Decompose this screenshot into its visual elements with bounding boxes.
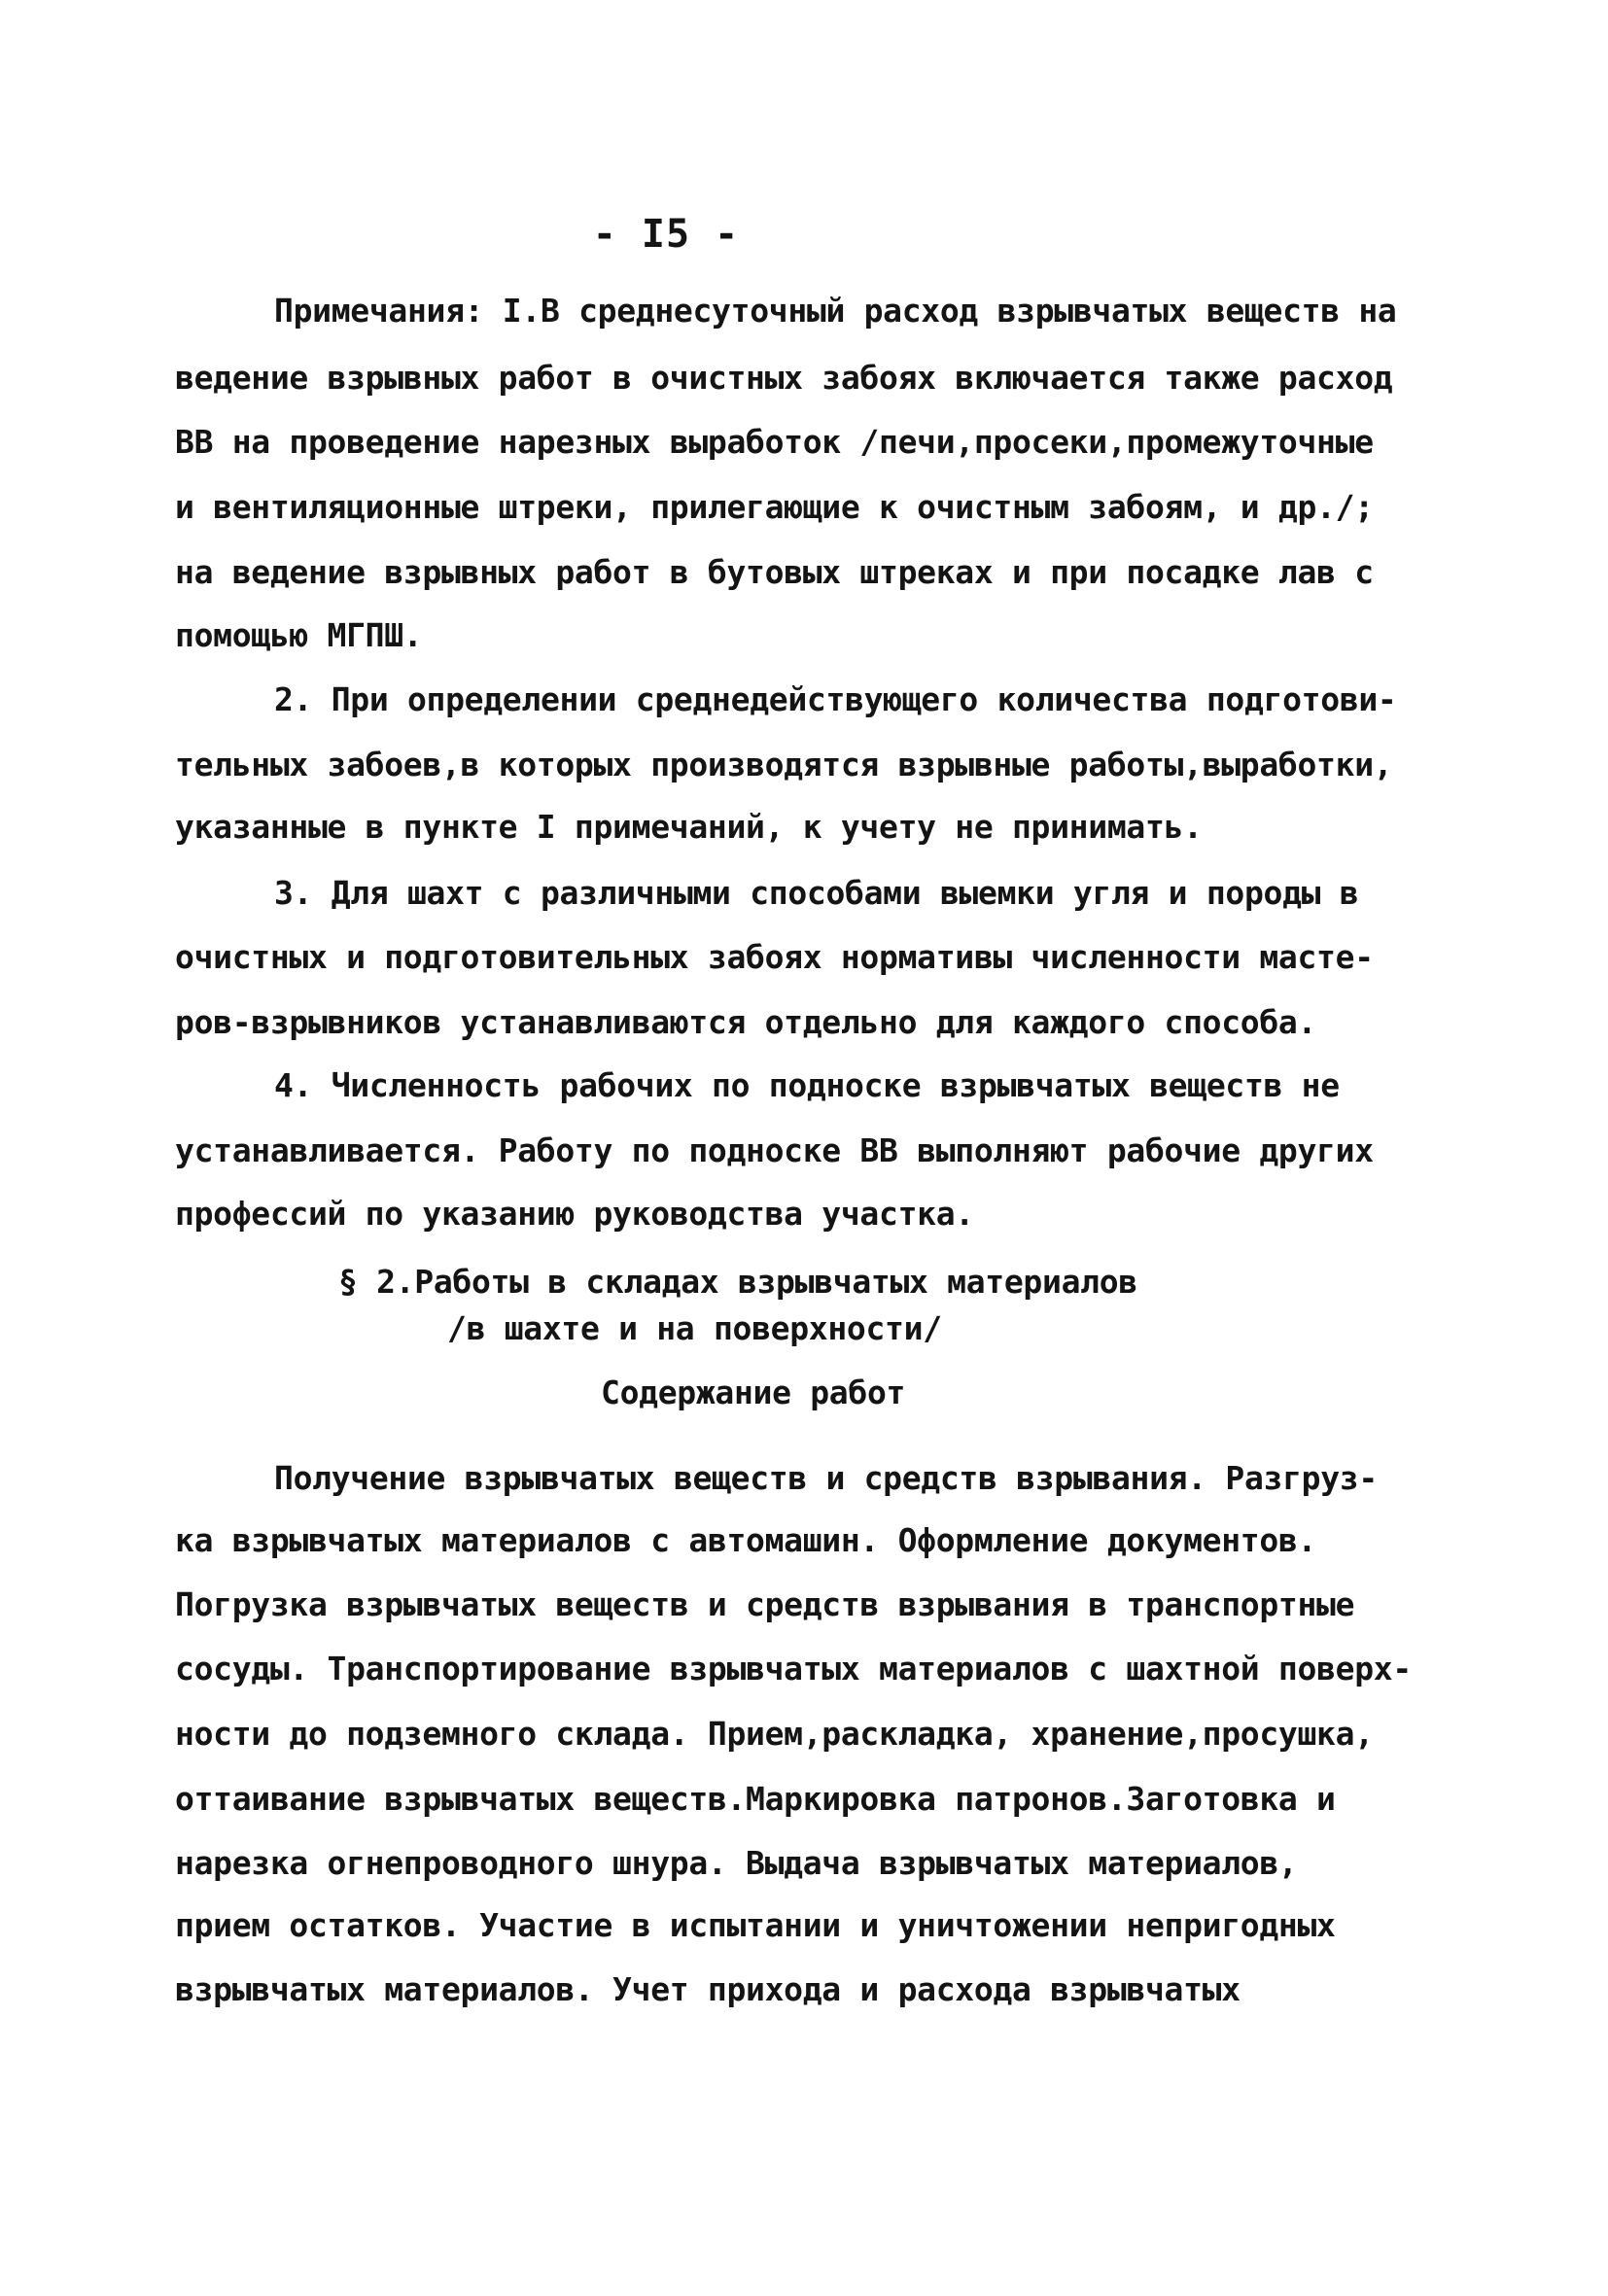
body-line: ка взрывчатых материалов с автомашин. Оформление документов. — [175, 1521, 1317, 1559]
note-line: и вентиляционные штреки, прилегающие к очистным забоям, и др./; — [175, 488, 1374, 526]
note-line: Примечания: I.В среднесуточный расход взрывчатых веществ на — [274, 292, 1397, 330]
note-line: указанные в пункте I примечаний, к учету не принимать. — [175, 808, 1203, 846]
note-line: 3. Для шахт с различными способами выемки угля и породы в — [274, 874, 1359, 912]
note-line: ров-взрывников устанавливаются отдельно для каждого способа. — [175, 1003, 1317, 1041]
body-line: прием остатков. Участие в испытании и уничтожении непригодных — [175, 1906, 1336, 1944]
body-line: сосуды. Транспортирование взрывчатых материалов с шахтной поверх- — [175, 1650, 1412, 1687]
note-line: 2. При определении среднедействующего количества подготови- — [274, 680, 1397, 718]
body-line: Получение взрывчатых веществ и средств взрывания. Разгруз- — [274, 1459, 1378, 1497]
body-line: ности до подземного склада. Прием,раскладка, хранение,просушка, — [175, 1715, 1374, 1753]
section-subtitle: Содержание работ — [601, 1374, 906, 1411]
note-line: очистных и подготовительных забоях нормативы численности масте- — [175, 938, 1374, 976]
note-line: тельных забоев,в которых производятся взрывные работы,выработки, — [175, 746, 1393, 783]
body-line: нарезка огнепроводного шнура. Выдача взрывчатых материалов, — [175, 1844, 1298, 1882]
note-line: ведение взрывных работ в очистных забоях включается также расход — [175, 359, 1393, 397]
page-number: - I5 - — [592, 212, 740, 257]
note-line: устанавливается. Работу по подноске ВВ выполняют рабочие других — [175, 1131, 1374, 1169]
note-line: ВВ на проведение нарезных выработок /печи,просеки,промежуточные — [175, 423, 1374, 461]
note-line: 4. Численность рабочих по подноске взрывчатых веществ не — [274, 1066, 1340, 1104]
section-title: § 2.Работы в складах взрывчатых материалов — [338, 1263, 1137, 1301]
body-line: оттаивание взрывчатых веществ.Маркировка патронов.Заготовка и — [175, 1780, 1336, 1818]
body-line: взрывчатых материалов. Учет прихода и расхода взрывчатых — [175, 1970, 1241, 2008]
section-title-subline: /в шахте и на поверхности/ — [447, 1309, 942, 1347]
note-line: помощью МГПШ. — [175, 616, 423, 654]
note-line: на ведение взрывных работ в бутовых штреках и при посадке лав с — [175, 553, 1374, 591]
note-line: профессий по указанию руководства участка. — [175, 1195, 974, 1233]
body-line: Погрузка взрывчатых веществ и средств взрывания в транспортные — [175, 1585, 1355, 1623]
